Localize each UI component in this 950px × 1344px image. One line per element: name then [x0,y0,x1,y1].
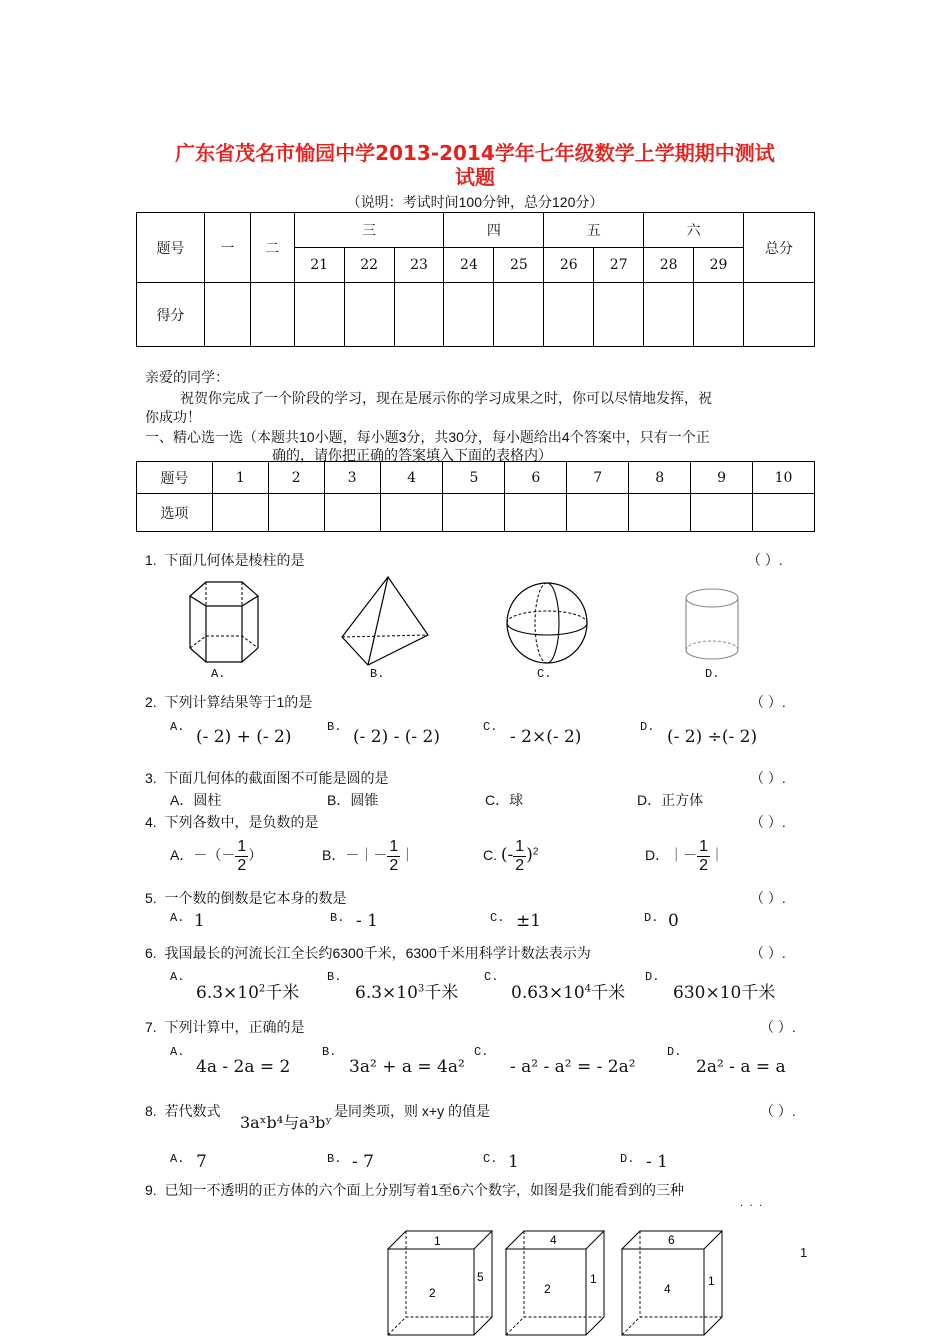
option-a: (- 2) + (- 2) [196,727,292,747]
option-a: 1 [194,911,205,931]
option-b: B．圆锥 [327,792,379,808]
option-c: C. (- $\frac{1}{2}$ )$^2$ [483,838,539,874]
answer-question-number: 9 [691,462,753,494]
question-number: 1. [145,552,157,568]
section-2: 二 [250,213,294,283]
option-label: D. [645,970,660,984]
fraction: $\frac{1}{2}$ [237,838,247,874]
fraction: $\frac{1}{2}$ [515,838,525,874]
option-label: D. [640,720,655,734]
sub-question-number: 23 [394,248,444,283]
score-cell[interactable] [444,283,494,347]
question-text: 一个数的倒数是它本身的数是 [164,890,347,906]
emphasis-dots: · · · [740,1201,763,1212]
cube-right-number: 1 [708,1274,715,1288]
option-label: B. [327,970,342,984]
option-d: 2a² - a = a [696,1057,786,1077]
sub-question-number: 21 [294,248,344,283]
answer-question-number: 3 [324,462,380,494]
score-cell[interactable] [204,283,250,347]
option-label: D. [705,667,720,681]
option-label: B. [370,667,385,681]
question-text: 下面几何体是棱柱的是 [164,552,305,568]
intro-line1: 祝贺你完成了一个阶段的学习，现在是展示你的学习成果之时，你可以尽情地发挥，祝 [180,390,712,406]
answer-paren: （ ）. [750,890,786,906]
score-cell[interactable] [250,283,294,347]
question-number: 2. [145,694,157,710]
answer-question-number: 1 [212,462,268,494]
answer-cell[interactable] [380,494,443,532]
option-c: - 2×(- 2) [510,727,582,747]
cube-top-number: 6 [668,1233,675,1247]
question-text: 我国最长的河流长江全长约6300千米，6300千米用科学计数法表示为 [164,945,591,961]
question-9 [145,1180,684,1200]
cube-right-number: 1 [590,1272,597,1286]
answer-paren: （ ）. [760,1019,796,1035]
section1-header-cont: 确的，请你把正确的答案填入下面的表格内） [272,447,552,463]
option-b: - 7 [352,1152,374,1172]
answer-cell[interactable] [691,494,753,532]
option-c: ±1 [516,911,542,931]
option-d: D．｜－ $\frac{1}{2}$ ｜ [645,838,725,874]
score-table-header-defen: 得分 [137,283,205,347]
section-3: 三 [294,213,444,248]
answer-cell[interactable] [324,494,380,532]
cube-figure-1 [386,1227,494,1337]
option-label: B. [330,911,345,925]
answer-question-number: 2 [268,462,324,494]
answer-question-number: 5 [443,462,505,494]
fraction: $\frac{1}{2}$ [699,838,709,874]
question-number: 7. [145,1019,157,1035]
option-label: A. [170,720,185,734]
pyramid-figure [338,573,434,669]
section-5: 五 [544,213,644,248]
option-a: 7 [196,1152,207,1172]
answer-question-number: 4 [380,462,443,494]
sub-question-number: 28 [644,248,694,283]
score-cell[interactable] [594,283,644,347]
answer-cell[interactable] [567,494,629,532]
sub-question-number: 25 [494,248,544,283]
option-label: C. [474,1045,489,1059]
answer-question-number: 10 [753,462,815,494]
question-text: 下列计算中，正确的是 [164,1019,305,1035]
answer-question-number: 8 [629,462,691,494]
answer-paren: （ ）. [750,945,786,961]
question-number: 6. [145,945,157,961]
exam-note: （说明：考试时间100分钟，总分120分） [346,194,604,210]
question-3 [145,768,388,788]
option-c: 1 [508,1152,519,1172]
option-c: C．球 [485,792,524,808]
cube-right-number: 5 [477,1270,484,1284]
answer-cell[interactable] [268,494,324,532]
sub-question-number: 22 [344,248,394,283]
question-number: 8. [145,1103,157,1119]
question-4 [145,812,318,832]
answer-table [136,461,815,532]
option-label: B. [327,720,342,734]
sphere-figure [504,580,590,666]
sub-question-number: 24 [444,248,494,283]
cube-front-number: 4 [664,1282,671,1296]
option-d: 630×10千米 [673,983,776,1003]
option-label: A. [170,911,185,925]
option-label: C. [483,720,498,734]
section-1: 一 [204,213,250,283]
answer-paren: （ ）. [747,552,783,568]
question-number: 4. [145,814,157,830]
question-1 [145,550,304,570]
option-d: 0 [668,911,679,931]
sub-question-number: 26 [544,248,594,283]
question-text: 已知一不透明的正方体的六个面上分别写着1至6六个数字，如图是我们能看到的三种 [164,1182,685,1198]
option-label: C. [483,1152,498,1166]
answer-paren: （ ）. [750,770,786,786]
option-label: A. [170,1152,185,1166]
option-b: 3a² + a = 4a² [349,1057,465,1077]
question-5 [145,888,346,908]
question-text-cont: 是同类项，则 x+y 的值是 [334,1103,490,1119]
cube-figure-3 [620,1227,724,1337]
question-text: 下列各数中，是负数的是 [164,814,319,830]
cube-top-number: 1 [434,1234,441,1248]
option-a: 4a - 2a = 2 [196,1057,291,1077]
section-6: 六 [644,213,744,248]
option-d: (- 2) ÷(- 2) [667,727,758,747]
answer-cell[interactable] [443,494,505,532]
option-label: D. [620,1152,635,1166]
option-label: C. [490,911,505,925]
option-label: B. [327,1152,342,1166]
algebra-expression: 3aˣb⁴与a³bʸ [240,1113,333,1132]
question-text: 若代数式 [164,1103,221,1119]
page-title-cont: 试题 [455,165,495,189]
option-label: C. [484,970,499,984]
greeting: 亲爱的同学： [145,369,229,385]
answer-paren: （ ）. [750,694,786,710]
option-a: A．圆柱 [170,792,222,808]
option-c: $0.63\times 10^4$千米 [511,983,626,1003]
option-a: $6.3\times 10^2$千米 [196,983,300,1003]
option-label: B. [322,1045,337,1059]
answer-table-label-xuanxiang: 选项 [137,494,213,532]
option-a: A．－（－ $\frac{1}{2}$ ） [170,838,263,874]
cube-front-number: 2 [429,1286,436,1300]
page-number: 1 [800,1245,808,1260]
answer-paren: （ ）. [760,1103,796,1119]
score-table [136,212,815,347]
question-number: 9. [145,1182,157,1198]
section-4: 四 [444,213,544,248]
option-label: A. [170,970,185,984]
option-b: $6.3\times 10^3$千米 [355,983,459,1003]
cube-front-number: 2 [544,1282,551,1296]
score-cell[interactable] [694,283,744,347]
question-6 [145,943,591,963]
option-d: D．正方体 [637,792,704,808]
cube-figure-2 [504,1227,606,1337]
hexagonal-prism-figure [186,578,266,666]
score-cell[interactable] [544,283,594,347]
fraction: $\frac{1}{2}$ [389,838,399,874]
intro-line2: 你成功！ [145,409,201,425]
option-d: - 1 [646,1152,668,1172]
score-cell[interactable] [644,283,694,347]
score-table-header-total: 总分 [744,213,815,283]
score-cell[interactable] [394,283,444,347]
answer-cell[interactable] [629,494,691,532]
answer-cell[interactable] [212,494,268,532]
cube-top-number: 4 [550,1233,557,1247]
question-text: 下列计算结果等于1的是 [164,694,313,710]
question-text: 下面几何体的截面图不可能是圆的是 [164,770,389,786]
option-label: D. [644,911,659,925]
answer-cell[interactable] [505,494,567,532]
score-cell[interactable] [294,283,344,347]
question-number: 3. [145,770,157,786]
page-title: 广东省茂名市愉园中学2013-2014学年七年级数学上学期期中测试 [175,141,775,165]
cylinder-figure [682,586,742,664]
option-label: A. [170,1045,185,1059]
option-b: (- 2) - (- 2) [353,727,441,747]
option-label: C. [537,667,552,681]
answer-question-number: 7 [567,462,629,494]
sub-question-number: 29 [694,248,744,283]
option-b: B．－｜－ $\frac{1}{2}$ ｜ [322,838,415,874]
option-c: - a² - a² = - 2a² [510,1057,636,1077]
answer-cell[interactable] [753,494,815,532]
question-number: 5. [145,890,157,906]
section1-header: 一、精心选一选（本题共10小题，每小题3分，共30分，每小题给出4个答案中，只有一个正 [145,429,710,445]
question-2 [145,692,312,712]
answer-table-label-tihao: 题号 [137,462,213,494]
sub-question-number: 27 [594,248,644,283]
question-7 [145,1017,304,1037]
option-label: A. [211,667,226,681]
score-cell[interactable] [344,283,394,347]
option-label: D. [667,1045,682,1059]
answer-question-number: 6 [505,462,567,494]
score-cell[interactable] [744,283,815,347]
score-table-header-tihao: 题号 [137,213,205,283]
answer-paren: （ ）. [750,814,786,830]
score-cell[interactable] [494,283,544,347]
option-b: - 1 [356,911,378,931]
question-8 [145,1101,220,1121]
